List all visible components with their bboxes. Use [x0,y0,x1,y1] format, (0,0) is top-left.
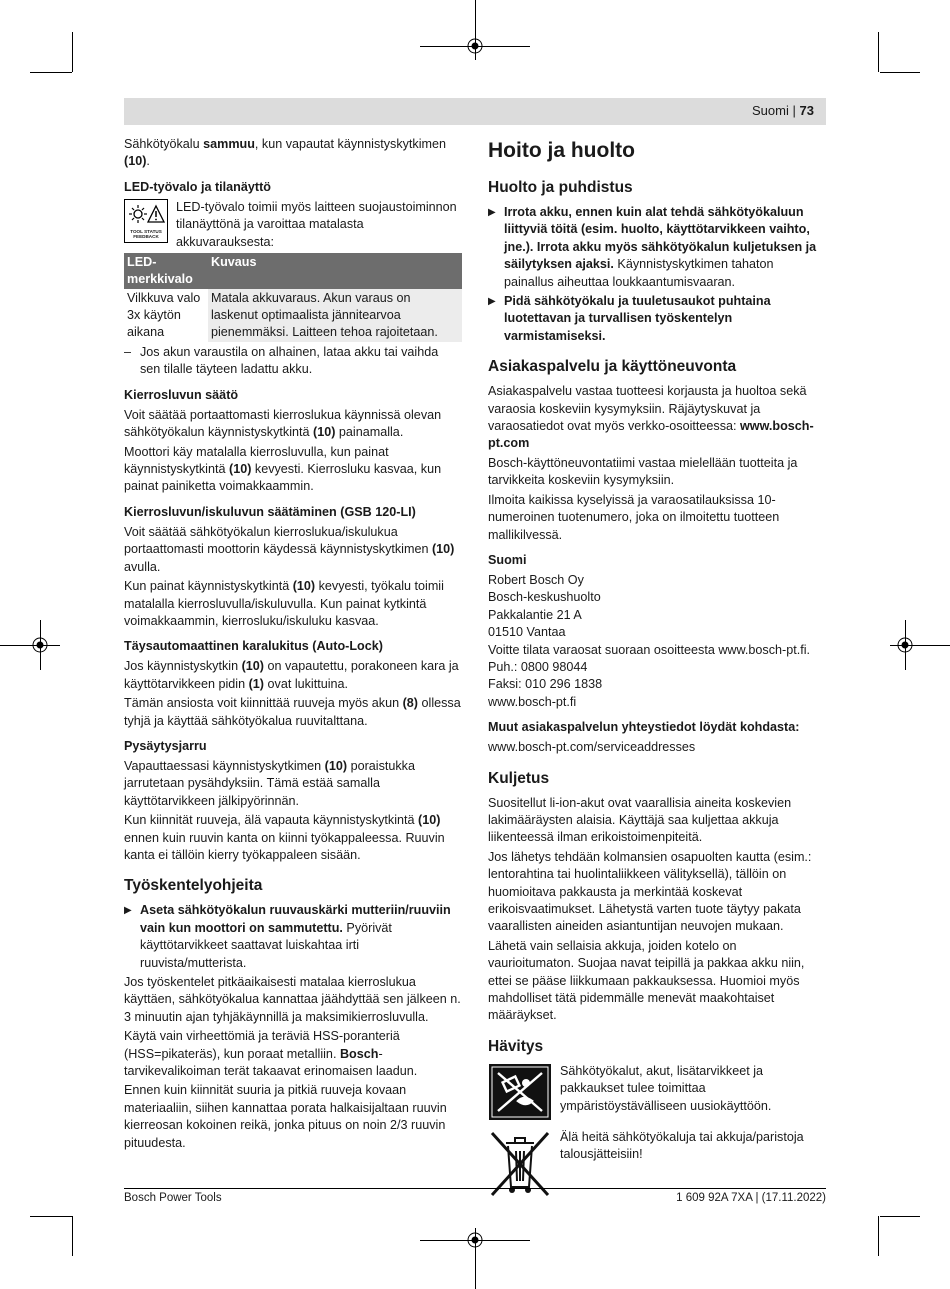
clean-bullet-2: ▶ Pidä sähkötyökalu ja tuuletusaukot puhtaina luotettavan ja turvallisen työskentelyn varmistamiseksi. [488,294,771,343]
address-line: Puh.: 0800 98044 [488,659,588,674]
address-line: Bosch-keskushuolto [488,590,601,605]
service-heading: Asiakaspalvelu ja käyttöneuvonta [488,358,737,376]
crop-mark [30,1216,72,1217]
work-bullet: ▶ Aseta sähkötyökalun ruuvauskärki mutteriin/ruuviin vain kun moottori on sammutettu. Pyörivät käyttötarvikkeet saattavat luiskahtaa irti ruuvista/mutterista. [124,903,451,970]
address-line: Pakkalantie 21 A [488,607,582,622]
registration-target-icon [31,636,49,654]
bullet-triangle-icon: ▶ [488,296,496,308]
disposal-heading: Hävitys [488,1037,544,1055]
address-line: Voitte tilata varaosat suoraan osoitteesta www.bosch-pt.fi. [488,642,811,657]
table-row [124,289,462,342]
right-column [488,138,826,1199]
disposal-item-1 [488,1063,826,1121]
address-block [488,572,826,711]
crop-mark [880,1216,920,1217]
autolock-paragraph-2: Tämän ansiosta voit kiinnittää ruuveja myös akun (8) ollessa tyhjä ja käyttää sähkötyökalua ruuvitalttana. [124,696,461,728]
disposal-paragraph-2: Älä heitä sähkötyökaluja tai akkuja/paristoja talousjätteisiin! [560,1129,804,1162]
brake-paragraph-1: Vapauttaessasi käynnistyskytkimen (10) poraistukka jarrutetaan pysähdyksiin. Tämä estää samalla käyttötarvikkeen jälkipyörinnän. [124,758,415,808]
table-cell: Vilkkuva valo 3x käytön aikana [127,291,201,340]
table-header-row [124,253,462,289]
autolock-heading: Täysautomaattinen karalukitus (Auto-Lock) [124,639,383,654]
led-info [124,199,462,251]
crop-mark [30,72,72,73]
page-header-bar [124,98,826,125]
transport-paragraph-3: Lähetä vain sellaisia akkuja, joiden kotelo on vaurioitumaton. Suojaa navat teipillä ja pakkaa akku niin, ettei se pääse liikkumaan pakkauksessa. Huomioi myös mahdolliset tätä pidemmälle menevät maakohtaiset määräykset. [488,938,805,1023]
crop-mark [72,32,73,72]
more-contacts-heading: Muut asiakaspalvelun yhteystiedot löydät kohdasta: [488,720,800,735]
more-contacts-url: www.bosch-pt.com/serviceaddresses [488,740,696,755]
autolock-paragraph-1: Jos käynnistyskytkin (10) on vapautettu, porakoneen kara ja käyttötarvikkeen pidin (1) ovat lukittuina. [124,659,459,691]
left-column [124,136,462,1154]
footer-doc-id: 1 609 92A 7XA | (17.11.2022) [676,1192,826,1204]
led-table [124,253,462,342]
dash-note: – Jos akun varaustila on alhainen, lataa akku tai vaihda sen tilalle täyteen ladattu akku. [124,345,439,377]
page-language-label: Suomi [752,103,789,118]
transport-paragraph-2: Jos lähetys tehdään kolmansien osapuolten kautta (esim.: lentorahtina tai huolintaliikkeen välityksellä), tällöin on huomioitava pakkausta ja merkintää koskevat erikoisvaatimukset. Lähetystä varten tuote täytyy pakata vaarallisten aineiden asiantuntijan neuvojen mukaan. [488,849,812,934]
registration-target-icon [896,636,914,654]
work-paragraph-2: Käytä vain virheettömiä ja teräviä HSS-poranteriä (HSS=pikateräs), kun poraat metalliin. Bosch-tarvikevalikoiman terät takaavat erinomaisen laadun. [124,1029,418,1079]
address-line: 01510 Vantaa [488,625,566,640]
led-heading: LED-työvalo ja tilanäyttö [124,179,271,194]
address-line: Robert Bosch Oy [488,572,584,587]
led-description: LED-työvalo toimii myös laitteen suojaustoiminnon tilanäyttönä ja varoittaa matalasta akkuvarauksesta: [176,199,457,249]
clean-heading: Huolto ja puhdistus [488,179,633,196]
impact-heading: Kierrosluvun/iskuluvun säätäminen (GSB 120-LI) [124,504,416,519]
page-header: Suomi | 73 [752,103,814,118]
speed-heading: Kierrosluvun säätö [124,387,239,402]
address-line: Faksi: 010 296 1838 [488,677,603,692]
recycling-icon [488,1063,552,1121]
table-cell: Matala akkuvaraus. Akun varaus on laskenut optimaalista jännitearvoa pienemmäksi. Laitteen tehoa rajoitetaan. [208,289,462,342]
crop-mark [0,645,60,646]
service-paragraph-3: Ilmoita kaikissa kyselyissä ja varaosatilauksissa 10-numeroinen tuotenumero, joka on ilmoitettu tuotteen mallikilvessä. [488,492,780,542]
speed-paragraph-2: Moottori käy matalalla kierrosluvulla, kun painat käynnistyskytkintä (10) kevyesti. Kierrosluku kasvaa, kun painat painiketta voimakkaammin. [124,444,442,494]
table-header-led: LED-merkkivalo [124,253,208,289]
registration-target-icon [466,37,484,55]
clean-bullet-1: ▶ Irrota akku, ennen kuin alat tehdä sähkötyökaluun liittyviä töitä (esim. huolto, käyttötarvikkeen vaihto, jne.). Irrota akku myös sähkötyökalun kuljetuksen ja säilytyksen ajaksi. Käynnistyskytkimen tahaton painallus aiheuttaa loukkaantumisvaaran. [488,205,817,289]
page-number: 73 [799,103,814,118]
work-heading: Työskentelyohjeita [124,877,263,895]
bullet-triangle-icon: ▶ [488,207,496,218]
disposal-paragraph-1: Sähkötyökalut, akut, lisätarvikkeet ja pakkaukset tulee toimittaa ympäristöystävälliseen uusiokäyttöön. [560,1063,772,1113]
impact-paragraph-1: Voit säätää sähkötyökalun kierroslukua/iskulukua portaattomasti moottorin käydessä käynnistyskytkimen (10) avulla. [124,524,455,574]
crop-mark [878,32,879,72]
registration-target-icon [466,1231,484,1249]
crop-mark [72,1216,73,1256]
brake-paragraph-2: Kun kiinnität ruuveja, älä vapauta käynnistyskytkintä (10) ennen kuin ruuvin kanta on kiinni työkappaleessa. Ruuvin kanta ei tällöin kierry työkappaleen sisään. [124,813,445,862]
work-paragraph-3: Ennen kuin kiinnität suuria ja pitkiä ruuveja kovaan materiaaliin, siihen kannattaa porata halkaisijaltaan ruuvin kierreosan kokoinen reikä, jonka pituus on noin 2/3 ruuvin pituudesta. [124,1083,447,1150]
crop-mark [878,1216,879,1256]
section-title: Hoito ja huolto [488,139,635,162]
intro-paragraph: Sähkötyökalu sammuu, kun vapautat käynnistyskytkimen (10). [124,137,447,169]
work-paragraph-1: Jos työskentelet pitkäaikaisesti matalaa kierroslukua käyttäen, sähkötyökalua kannattaa jäähdyttää sen jälkeen n. 3 minuutin ajan tyhjäkäynnillä ja maksimikierrosluvulla. [124,975,461,1024]
country-heading: Suomi [488,552,527,567]
bullet-triangle-icon: ▶ [124,905,132,917]
impact-paragraph-2: Kun painat käynnistyskytkintä (10) kevyesti, työkalu toimii matalalla kierrosluvulla/iskuluvulla. Kun painat kytkintä voimakkaammin, kierrosluku/iskuluku kasvaa. [124,579,444,628]
service-paragraph-2: Bosch-käyttöneuvontatiimi vastaa mielellään tuotteita ja tarvikkeita koskeviin kysymyksiin. [488,455,798,488]
transport-paragraph-1: Suositellut li-ion-akut ovat vaarallisia aineita koskevien lakimääräysten alaisia. Käyttäjä saa kuljettaa akkuja liikenteessä ilman erikoistoimenpiteitä. [488,795,792,845]
footer-rule [124,1188,826,1189]
service-paragraph-1: Asiakaspalvelu vastaa tuotteesi korjausta ja huoltoa sekä varaosia koskeviin kysymyksiin. Räjäytyskuvat ja varaosatiedot ovat myös verkko-osoitteessa: www.bosch-pt.com [488,384,814,451]
tool-status-feedback-icon: TOOL STATUS FEEDBACK [124,199,168,243]
transport-heading: Kuljetus [488,769,550,787]
footer-brand: Bosch Power Tools [124,1192,222,1204]
crop-mark [880,72,920,73]
brake-heading: Pysäytysjarru [124,738,207,753]
table-header-description: Kuvaus [208,253,462,289]
speed-paragraph-1: Voit säätää portaattomasti kierroslukua käynnissä olevan sähkötyökalun käynnistyskytkintä (10) painamalla. [124,407,442,440]
address-line: www.bosch-pt.fi [488,694,577,709]
